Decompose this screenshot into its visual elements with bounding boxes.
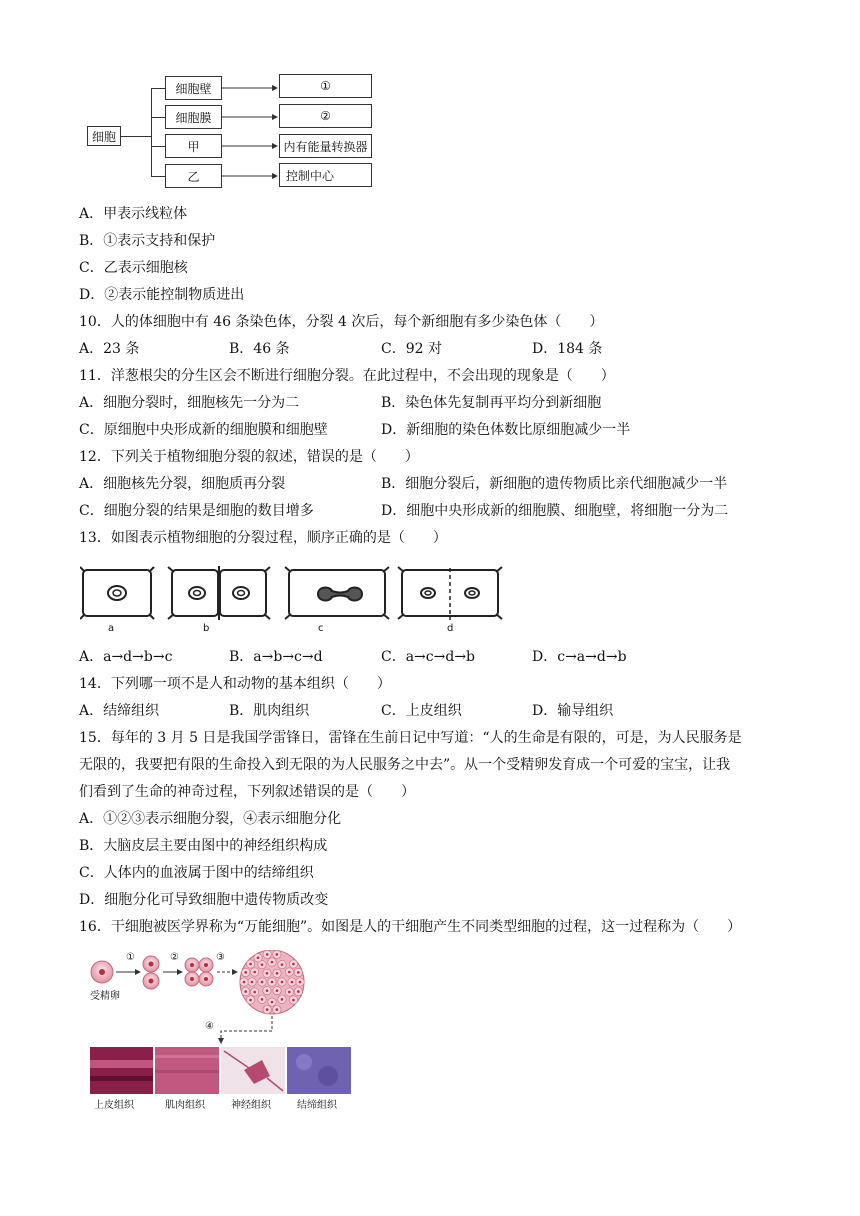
option: C．92 对 bbox=[381, 341, 442, 357]
cluster-cell-nucleus bbox=[276, 972, 279, 975]
option: A．23 条 bbox=[79, 341, 140, 357]
q16-stem: 16．干细胞被医学界称为“万能细胞”。如图是人的干细胞产生不同类型细胞的过程，这一过程称为（ ） bbox=[79, 919, 742, 935]
cluster-cell-nucleus bbox=[276, 989, 279, 992]
cluster-cell-nucleus bbox=[281, 963, 284, 966]
left-item: 细胞壁 bbox=[165, 76, 222, 100]
option: C．上皮组织 bbox=[381, 703, 462, 719]
q14-stem: 14．下列哪一项不是人和动物的基本组织（ ） bbox=[79, 676, 391, 692]
cluster-cell-nucleus bbox=[271, 1001, 274, 1004]
q13-stem: 13．如图表示植物细胞的分裂过程，顺序正确的是（ ） bbox=[79, 530, 447, 546]
q15-option: D．细胞分化可导致细胞中遗传物质改变 bbox=[79, 892, 329, 908]
step-1-label: ① bbox=[126, 952, 135, 963]
q9-option: D．②表示能控制物质进出 bbox=[79, 287, 245, 303]
option: A．结缔组织 bbox=[79, 703, 160, 719]
cluster-cell-nucleus bbox=[281, 981, 284, 984]
option: A．a→d→b→c bbox=[79, 649, 173, 665]
option: C．a→c→d→b bbox=[381, 649, 476, 665]
tissue-label: 神经组织 bbox=[231, 1100, 271, 1111]
right-item: ② bbox=[279, 104, 372, 128]
q11-stem: 11．洋葱根尖的分生区会不断进行细胞分裂。在此过程中，不会出现的现象是（ ） bbox=[79, 368, 615, 384]
cluster-cell-nucleus bbox=[251, 981, 254, 984]
cluster-cell-nucleus bbox=[266, 1008, 269, 1011]
cluster-cell-nucleus bbox=[244, 971, 247, 974]
cell-division-figure bbox=[80, 564, 505, 636]
cluster-cell-nucleus bbox=[288, 971, 291, 974]
right-item: ① bbox=[279, 74, 372, 98]
q15-option: A．①②③表示细胞分裂，④表示细胞分化 bbox=[79, 811, 342, 827]
root-box: 细胞 bbox=[87, 126, 121, 146]
arrows bbox=[222, 80, 282, 190]
tissue-label: 肌肉组织 bbox=[165, 1100, 205, 1111]
cluster-cell-nucleus bbox=[271, 961, 274, 964]
option: B．46 条 bbox=[229, 341, 290, 357]
option: B．细胞分裂后，新细胞的遗传物质比亲代细胞减少一半 bbox=[381, 476, 728, 492]
cluster-cell-nucleus bbox=[271, 981, 274, 984]
step-4-label: ④ bbox=[205, 1021, 214, 1032]
option: D．细胞中央形成新的细胞膜、细胞壁，将细胞一分为二 bbox=[381, 503, 729, 519]
q15-stem: 15．每年的 3 月 5 日是我国学雷锋日，雷锋在生前日记中写道：“人的生命是有限的，可是，为人民服务是 bbox=[79, 730, 742, 746]
right-item: 内有能量转换器 bbox=[279, 134, 372, 158]
option: C．细胞分裂的结果是细胞的数目增多 bbox=[79, 503, 314, 519]
option: B．a→b→c→d bbox=[229, 649, 323, 665]
left-item: 甲 bbox=[165, 134, 222, 158]
cluster-cell-nucleus bbox=[297, 990, 300, 993]
cluster-cell-nucleus bbox=[299, 981, 302, 984]
stem-cell-figure bbox=[84, 950, 374, 1110]
cluster-cell-nucleus bbox=[253, 991, 256, 994]
cluster-cell-nucleus bbox=[249, 963, 252, 966]
cluster-cell-nucleus bbox=[266, 953, 269, 956]
cluster-cell-nucleus bbox=[281, 998, 284, 1001]
q15-option: B．大脑皮层主要由图中的神经组织构成 bbox=[79, 838, 328, 854]
cluster-cell-nucleus bbox=[297, 971, 300, 974]
q10-stem: 10．人的体细胞中有 46 条染色体，分裂 4 次后，每个新细胞有多少染色体（ ） bbox=[79, 314, 604, 330]
cluster-cell-nucleus bbox=[244, 990, 247, 993]
cluster-cell-nucleus bbox=[288, 991, 291, 994]
cluster-cell-nucleus bbox=[261, 981, 264, 984]
cluster-cell-nucleus bbox=[291, 981, 294, 984]
left-item: 细胞膜 bbox=[165, 105, 222, 129]
figure-label-a: a bbox=[108, 623, 115, 634]
option: B．肌肉组织 bbox=[229, 703, 310, 719]
option: D．c→a→d→b bbox=[532, 649, 627, 665]
q12-stem: 12．下列关于植物细胞分裂的叙述，错误的是（ ） bbox=[79, 449, 419, 465]
cluster-cell-nucleus bbox=[266, 972, 269, 975]
cluster-cell-nucleus bbox=[253, 971, 256, 974]
cluster-cell-nucleus bbox=[276, 953, 279, 956]
option: C．原细胞中央形成新的细胞膜和细胞壁 bbox=[79, 422, 328, 438]
tissue-label: 上皮组织 bbox=[94, 1100, 134, 1111]
option: A．细胞分裂时，细胞核先一分为二 bbox=[79, 395, 300, 411]
option: B．染色体先复制再平均分到新细胞 bbox=[381, 395, 602, 411]
cluster-cell-nucleus bbox=[266, 989, 269, 992]
tissue-label: 结缔组织 bbox=[297, 1100, 337, 1111]
cluster-cell-nucleus bbox=[243, 981, 246, 984]
cluster-cell-nucleus bbox=[292, 999, 295, 1002]
cluster-cell-nucleus bbox=[276, 1008, 279, 1011]
q15-stem: 无限的，我要把有限的生命投入到无限的为人民服务之中去”。从一个受精卵发育成一个可爱的宝宝，让我 bbox=[79, 757, 731, 773]
cluster-cell-nucleus bbox=[257, 956, 260, 959]
right-item: 控制中心 bbox=[279, 163, 372, 187]
cluster-cell-nucleus bbox=[249, 999, 252, 1002]
cluster-cell-nucleus bbox=[261, 963, 264, 966]
q15-stem: 们看到了生命的神奇过程，下列叙述错误的是（ ） bbox=[79, 784, 415, 800]
egg-label: 受精卵 bbox=[90, 991, 120, 1002]
cluster-cell-nucleus bbox=[261, 998, 264, 1001]
option: D．输导组织 bbox=[532, 703, 614, 719]
figure-label-c: c bbox=[318, 623, 324, 634]
left-item: 乙 bbox=[165, 164, 222, 188]
cluster-cell-nucleus bbox=[292, 963, 295, 966]
step-3-label: ③ bbox=[216, 952, 225, 963]
option: D．184 条 bbox=[532, 341, 603, 357]
q9-option: A．甲表示线粒体 bbox=[79, 206, 188, 222]
figure-label-b: b bbox=[203, 623, 210, 634]
q9-option: C．乙表示细胞核 bbox=[79, 260, 188, 276]
step-2-label: ② bbox=[170, 952, 179, 963]
option: A．细胞核先分裂，细胞质再分裂 bbox=[79, 476, 286, 492]
option: D．新细胞的染色体数比原细胞减少一半 bbox=[381, 422, 631, 438]
q9-option: B．①表示支持和保护 bbox=[79, 233, 216, 249]
figure-label-d: d bbox=[447, 623, 454, 634]
q15-option: C．人体内的血液属于图中的结缔组织 bbox=[79, 865, 314, 881]
